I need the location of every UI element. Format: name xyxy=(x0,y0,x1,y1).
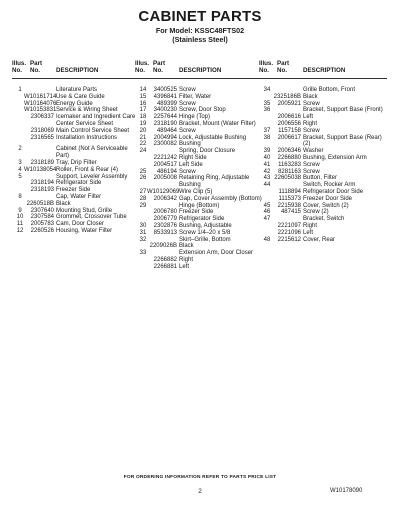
part-row xyxy=(135,114,263,121)
illus-number: 30 xyxy=(139,222,147,229)
part-number: 2005783 xyxy=(30,221,54,228)
part-row xyxy=(259,114,387,121)
part-description: Black xyxy=(179,243,194,250)
part-number: W10138054 xyxy=(24,166,57,173)
part-row xyxy=(259,148,387,155)
illus-number: 39 xyxy=(263,148,271,155)
part-row xyxy=(12,135,140,142)
part-row xyxy=(12,160,140,167)
illus-number: 19 xyxy=(139,120,147,127)
part-number: 1163283 xyxy=(278,161,301,168)
illus-number: 1 xyxy=(18,87,22,93)
column-header xyxy=(12,58,140,79)
parts-list xyxy=(259,79,387,243)
part-number: 2260526 xyxy=(30,227,54,234)
parts-list xyxy=(12,79,140,235)
column-header xyxy=(259,58,387,79)
part-row xyxy=(259,87,387,94)
part-row xyxy=(12,208,140,215)
parts-list xyxy=(135,79,263,271)
part-description: Screw xyxy=(179,127,196,134)
part-description: Left Side xyxy=(179,161,203,168)
part-description: Extension Arm, Door Closer xyxy=(179,250,254,257)
illus-number: 5 xyxy=(18,173,22,180)
part-row xyxy=(259,121,387,128)
part-description: Screw 1/4–20 x 5/8 xyxy=(179,229,231,236)
illus-number: 22 xyxy=(139,141,147,148)
part-number: 8533913 xyxy=(153,229,177,236)
part-row xyxy=(135,94,263,101)
part-description: Screw xyxy=(179,100,196,107)
part-description: Right xyxy=(303,222,318,229)
part-number: 2006556 xyxy=(277,120,301,127)
part-description: Cam, Door Closer xyxy=(56,221,105,228)
part-description: Black xyxy=(56,200,71,207)
part-row xyxy=(135,175,263,189)
illus-number: 9 xyxy=(18,207,22,214)
illus-number: 8 xyxy=(18,193,22,200)
part-number: 2318190 xyxy=(153,120,177,127)
part-row xyxy=(12,194,140,201)
part-description: Bracket, Mount (Water Filter) xyxy=(179,120,256,127)
illus-number: 4 xyxy=(18,166,22,173)
part-number: 1157158 xyxy=(278,127,301,134)
illus-number: 46 xyxy=(263,209,271,216)
ordering-footer: FOR ORDERING INFORMATION REFER TO PARTS PRICE LIST xyxy=(123,475,277,480)
part-description: Icemaker and Ingredient Care Center Service Sheet xyxy=(56,114,136,127)
part-description: Hinge (Bottom) xyxy=(179,202,220,209)
part-description: Refrigerator Side xyxy=(56,180,102,187)
part-number: 2266881 xyxy=(153,263,177,270)
illus-number: 25 xyxy=(139,168,147,175)
part-number: 487415 xyxy=(280,209,301,216)
part-description: Use & Care Guide xyxy=(56,93,105,100)
part-description: Freezer Side xyxy=(179,209,214,216)
parts-column-1 xyxy=(12,58,140,235)
part-description: Refrigerator Side xyxy=(179,216,225,223)
illus-number: 2 xyxy=(18,146,22,153)
part-row xyxy=(259,203,387,210)
part-description: Screw xyxy=(179,168,196,175)
part-row xyxy=(135,189,263,196)
part-number: 2221242 xyxy=(153,154,177,161)
part-description: Cap, Water Filter xyxy=(56,193,102,200)
part-description: Screw xyxy=(303,168,320,175)
part-row xyxy=(259,182,387,189)
part-description: Energy Guide xyxy=(56,100,93,107)
header-illus-no: Illus. No. xyxy=(12,60,27,75)
illus-number: 29 xyxy=(139,202,147,209)
part-number: 2004517 xyxy=(153,161,177,168)
part-row xyxy=(259,216,387,223)
part-number: 2215938 xyxy=(277,202,301,209)
part-number: W10161714 xyxy=(24,93,57,100)
illus-number: 33 xyxy=(139,250,147,257)
part-number: 2221097 xyxy=(277,222,301,229)
part-number: 489464 xyxy=(156,127,177,134)
illus-number: 28 xyxy=(139,195,147,202)
parts-column-2 xyxy=(135,58,263,271)
part-description: Skirt–Grille, Bottom xyxy=(179,236,231,243)
part-description: Screw, Door Stop xyxy=(179,107,226,114)
part-description: Screw xyxy=(303,127,320,134)
part-number: 2318194 xyxy=(30,180,54,187)
part-row xyxy=(259,196,387,203)
illus-number: 14 xyxy=(139,87,147,93)
part-description: Support, Leveler Assembly xyxy=(56,173,128,180)
illus-number: 24 xyxy=(139,148,147,155)
part-row xyxy=(259,107,387,114)
illus-number: 42 xyxy=(263,168,271,175)
part-row xyxy=(12,146,140,160)
part-number: 486194 xyxy=(156,168,177,175)
part-number: 2006616 xyxy=(277,114,301,121)
part-description: Hinge (Top) xyxy=(179,114,211,121)
illus-number: 17 xyxy=(139,107,147,114)
illus-number: 15 xyxy=(139,93,147,100)
part-row xyxy=(259,135,387,149)
part-row xyxy=(259,223,387,230)
part-row xyxy=(259,189,387,196)
part-number: 1115373 xyxy=(278,195,301,202)
part-description: Spring, Door Closure xyxy=(179,148,236,155)
part-number: 2306337 xyxy=(30,114,54,121)
part-number: 2006346 xyxy=(277,148,301,155)
part-number: 2005008 xyxy=(153,175,177,182)
page-title: CABINET PARTS xyxy=(138,8,262,25)
column-header xyxy=(135,58,263,79)
part-row xyxy=(259,162,387,169)
part-description: Right xyxy=(179,256,194,263)
header-part-no: Part No. xyxy=(153,60,166,75)
part-number: 2318189 xyxy=(30,159,54,166)
part-number: 2325186B xyxy=(273,93,301,100)
part-description: Filter, Water xyxy=(179,93,212,100)
part-number: 2006617 xyxy=(277,134,301,141)
header-description: DESCRIPTION xyxy=(56,67,99,75)
illus-number: 40 xyxy=(263,154,271,161)
part-row xyxy=(12,221,140,228)
part-description: Literature Parts xyxy=(56,87,98,93)
part-row xyxy=(135,243,263,250)
part-number: 22605038 xyxy=(274,175,301,182)
illus-number: 11 xyxy=(16,221,24,228)
part-description: Cover, Switch (2) xyxy=(303,202,349,209)
part-number: 2300082 xyxy=(153,141,177,148)
part-row xyxy=(12,114,140,128)
part-row xyxy=(135,101,263,108)
illus-number: 44 xyxy=(263,182,271,189)
illus-number: 12 xyxy=(16,227,24,234)
part-description: Bushing xyxy=(179,141,201,148)
part-description: Service & Wiring Sheet xyxy=(56,107,118,114)
part-description: Bushing, Extension Arm xyxy=(303,154,367,161)
part-number: 2266882 xyxy=(153,256,177,263)
illus-number: 16 xyxy=(139,100,147,107)
part-description: Left xyxy=(303,114,314,121)
illus-number: 20 xyxy=(139,127,147,134)
part-row xyxy=(135,135,263,142)
header-description: DESCRIPTION xyxy=(303,67,346,75)
part-number: W10164076 xyxy=(24,100,57,107)
part-description: Lock, Adjustable Bushing xyxy=(179,134,247,141)
part-number: 489399 xyxy=(156,100,177,107)
part-description: Left xyxy=(303,229,314,236)
part-description: Cabinet (Not A Serviceable Part) xyxy=(56,146,128,160)
part-row xyxy=(135,155,263,162)
part-description: Freezer Side xyxy=(56,187,91,194)
illus-number: 37 xyxy=(263,127,271,134)
part-number: 2005921 xyxy=(277,100,301,107)
illus-number: 32 xyxy=(139,236,147,243)
part-row xyxy=(259,128,387,135)
part-number: 2006779 xyxy=(153,216,177,223)
part-row xyxy=(12,107,140,114)
part-row xyxy=(135,148,263,155)
part-description: Black xyxy=(303,93,318,100)
part-description: Tray, Drip Filter xyxy=(56,159,97,166)
part-row xyxy=(135,169,263,176)
part-number: 8281163 xyxy=(278,168,301,175)
part-description: Switch, Rocker Arm xyxy=(303,182,356,189)
part-row xyxy=(135,250,263,257)
header-illus-no: Illus. No. xyxy=(135,60,150,75)
part-row xyxy=(135,196,263,203)
part-row xyxy=(135,121,263,128)
part-row xyxy=(259,94,387,101)
header-description: DESCRIPTION xyxy=(179,67,222,75)
part-row xyxy=(135,141,263,148)
part-description: Right Side xyxy=(179,154,207,161)
part-description: Grille Bottom, Front xyxy=(303,87,356,93)
part-row xyxy=(259,169,387,176)
part-row xyxy=(135,87,263,94)
part-description: Roller, Front & Rear (4) xyxy=(56,166,119,173)
part-row xyxy=(135,264,263,271)
part-row xyxy=(259,237,387,244)
part-number: 2209026B xyxy=(149,243,177,250)
part-number: 2260518B xyxy=(26,200,54,207)
part-row xyxy=(259,101,387,108)
model-line: For Model: KSSC48FTS02 xyxy=(155,26,245,35)
document-number: W10178090 xyxy=(330,488,363,494)
part-number: 2257644 xyxy=(153,114,177,121)
part-row xyxy=(12,167,140,174)
part-description: Grommet, Crossover Tube xyxy=(56,214,127,221)
variant-line: (Stainless Steel) xyxy=(172,35,228,44)
part-number: 2006342 xyxy=(153,195,177,202)
part-row xyxy=(135,162,263,169)
part-number: 3400525 xyxy=(153,87,177,93)
illus-number: 36 xyxy=(263,107,271,114)
header-part-no: Part No. xyxy=(30,60,43,75)
part-number: 2318193 xyxy=(30,187,54,194)
part-description: Mounting Stud, Grille xyxy=(56,207,113,214)
part-row xyxy=(259,209,387,216)
illus-number: 47 xyxy=(263,216,271,223)
part-number: 2221096 xyxy=(277,229,301,236)
part-number: 3400230 xyxy=(153,107,177,114)
part-description: Left xyxy=(179,263,190,270)
illus-number: 21 xyxy=(139,134,147,141)
part-row xyxy=(135,128,263,135)
illus-number: 41 xyxy=(263,161,271,168)
illus-number: 34 xyxy=(263,87,271,93)
part-row xyxy=(135,209,263,216)
part-description: Gap, Cover Assembly (Bottom) xyxy=(179,195,262,202)
part-row xyxy=(259,175,387,182)
part-row xyxy=(12,128,140,135)
illus-number: 18 xyxy=(139,114,147,121)
part-description: Wire Clip (5) xyxy=(179,188,213,195)
part-row xyxy=(135,230,263,237)
part-description: Retaining Ring, Adjustable Bushing xyxy=(179,175,250,189)
part-description: Housing, Water Filter xyxy=(56,227,113,234)
part-row xyxy=(12,201,140,208)
part-number: 2307584 xyxy=(30,214,54,221)
part-row xyxy=(12,101,140,108)
part-description: Freezer Door Side xyxy=(303,195,353,202)
header-illus-no: Illus. No. xyxy=(259,60,274,75)
part-number: 2266880 xyxy=(277,154,301,161)
part-description: Right xyxy=(303,120,318,127)
part-row xyxy=(12,187,140,194)
illus-number: 3 xyxy=(18,159,22,166)
part-row xyxy=(12,94,140,101)
part-number: 2215612 xyxy=(277,236,301,243)
part-row xyxy=(135,237,263,244)
part-row xyxy=(12,174,140,181)
part-row xyxy=(135,257,263,264)
parts-column-3 xyxy=(259,58,387,243)
part-row xyxy=(135,216,263,223)
part-row xyxy=(12,180,140,187)
part-row xyxy=(12,228,140,235)
part-number: 4396841 xyxy=(153,93,177,100)
part-description: Screw xyxy=(179,87,196,93)
part-number: 2318069 xyxy=(30,127,54,134)
part-description: Screw xyxy=(303,100,320,107)
part-description: Main Control Service Sheet xyxy=(56,127,130,134)
part-number: 2004994 xyxy=(153,134,177,141)
part-description: Bushing, Adjustable xyxy=(179,222,232,229)
illus-number: 48 xyxy=(263,236,271,243)
part-row xyxy=(135,223,263,230)
illus-number: 35 xyxy=(263,100,271,107)
part-description: Button, Filter xyxy=(303,175,338,182)
illus-number: 43 xyxy=(263,175,271,182)
part-number: 2307640 xyxy=(30,207,54,214)
illus-number: 27 xyxy=(139,188,147,195)
header-part-no: Part No. xyxy=(277,60,290,75)
part-number: 2316565 xyxy=(30,134,54,141)
part-description: Bracket, Switch xyxy=(303,216,345,223)
part-number: 2006780 xyxy=(153,209,177,216)
part-number: 2302876 xyxy=(153,222,177,229)
part-description: Screw xyxy=(303,161,320,168)
illus-number: 26 xyxy=(139,175,147,182)
part-description: Cover, Rear xyxy=(303,236,336,243)
part-row xyxy=(12,214,140,221)
part-row xyxy=(12,87,140,94)
part-description: Bracket, Support Base (Rear) (2) xyxy=(303,134,382,148)
part-row xyxy=(259,155,387,162)
part-description: Screw (2) xyxy=(303,209,329,216)
part-number: W10153831 xyxy=(24,107,57,114)
part-description: Installation Instructions xyxy=(56,134,118,141)
page-number: 2 xyxy=(198,488,202,495)
part-number: 1118894 xyxy=(278,188,301,195)
part-row xyxy=(135,107,263,114)
part-description: Refrigerator Door Side xyxy=(303,188,364,195)
illus-number: 31 xyxy=(139,229,147,236)
part-description: Washer xyxy=(303,148,324,155)
part-row xyxy=(259,230,387,237)
part-description: Bracket, Support Base (Front) xyxy=(303,107,383,114)
illus-number: 38 xyxy=(263,134,271,141)
illus-number: 45 xyxy=(263,202,271,209)
illus-number: 10 xyxy=(16,214,24,221)
part-number: W10129069 xyxy=(147,188,180,195)
part-row xyxy=(135,203,263,210)
